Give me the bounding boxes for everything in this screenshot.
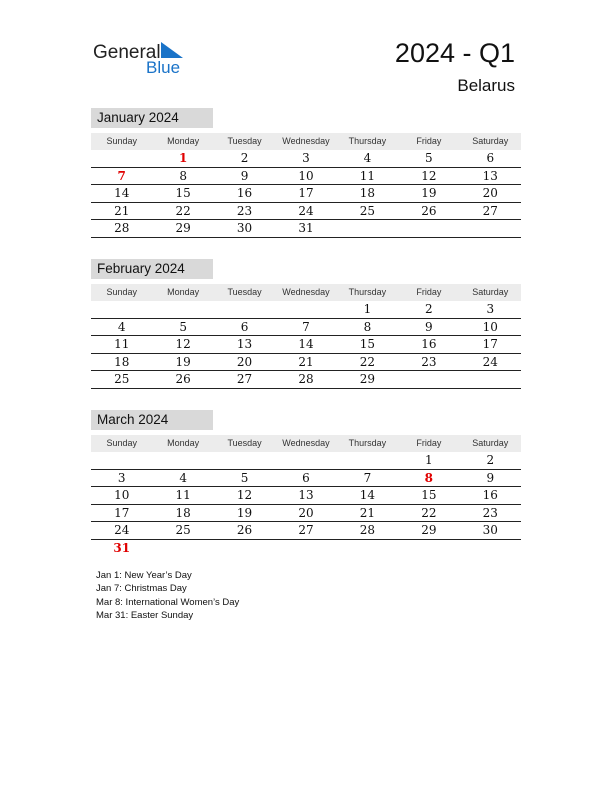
empty-day-cell	[275, 301, 336, 318]
weekday-label: Sunday	[106, 438, 137, 448]
month-grid	[91, 452, 521, 556]
holiday-note: Jan 7: Christmas Day	[96, 583, 187, 595]
day-cell: 11	[359, 168, 376, 183]
day-cell: 10	[114, 488, 130, 502]
day-cell: 14	[359, 488, 376, 502]
weekday-label: Thursday	[348, 136, 387, 146]
brand-name-primary: General	[93, 42, 161, 63]
day-cell: 19	[175, 354, 191, 369]
week-row	[91, 522, 521, 540]
weekday-label: Saturday	[472, 438, 509, 448]
week-row	[91, 470, 521, 488]
day-cell: 1	[363, 302, 372, 316]
day-cell: 4	[179, 470, 187, 485]
day-cell: 5	[240, 470, 249, 485]
day-cell: 7	[363, 470, 372, 485]
day-cell: 23	[236, 203, 253, 218]
weekday-label: Tuesday	[227, 287, 262, 297]
day-cell: 2	[486, 453, 495, 467]
day-cell: 2	[240, 151, 249, 165]
empty-day-cell	[275, 452, 336, 469]
empty-day-cell	[91, 301, 152, 318]
empty-day-cell	[337, 540, 398, 557]
empty-day-cell	[398, 371, 459, 388]
month-label: February 2024	[91, 259, 213, 279]
holiday-note: Mar 31: Easter Sunday	[96, 609, 194, 621]
page-title: 2024 - Q1	[394, 38, 515, 68]
day-cell: 18	[114, 354, 130, 369]
day-cell: 23	[482, 505, 498, 520]
week-row	[91, 371, 521, 389]
day-cell: 13	[236, 337, 253, 351]
weekday-header	[91, 284, 521, 301]
week-row	[91, 336, 521, 354]
weekday-label: Thursday	[348, 438, 387, 448]
day-cell: 24	[298, 203, 314, 218]
day-cell: 30	[236, 221, 253, 235]
empty-day-cell	[460, 220, 521, 237]
weekday-label: Tuesday	[227, 438, 262, 448]
empty-day-cell	[214, 540, 275, 557]
day-cell: 27	[482, 203, 498, 218]
weekday-label: Thursday	[348, 287, 387, 297]
week-row	[91, 452, 521, 470]
day-cell: 10	[482, 319, 498, 334]
day-cell: 8	[363, 319, 372, 334]
day-cell: 20	[482, 186, 498, 200]
empty-day-cell	[337, 452, 398, 469]
week-row	[91, 487, 521, 505]
day-cell: 15	[359, 337, 376, 351]
month-grid	[91, 150, 521, 238]
day-cell: 11	[175, 488, 191, 502]
weekday-label: Monday	[167, 287, 200, 297]
empty-day-cell	[214, 301, 275, 318]
day-cell: 9	[486, 470, 495, 485]
day-cell: 28	[359, 523, 376, 537]
day-cell: 12	[236, 488, 253, 502]
day-cell: 9	[425, 319, 433, 334]
empty-day-cell	[91, 452, 152, 469]
day-cell: 4	[363, 151, 372, 165]
month-calendar-march	[91, 410, 521, 556]
day-cell: 24	[482, 354, 498, 369]
week-row	[91, 301, 521, 319]
day-cell: 4	[117, 319, 126, 334]
day-cell: 12	[175, 337, 191, 351]
day-cell: 7	[302, 319, 310, 334]
day-cell: 20	[298, 505, 314, 520]
weekday-label: Wednesday	[282, 136, 330, 146]
day-cell: 15	[175, 186, 191, 200]
weekday-label: Sunday	[106, 287, 137, 297]
day-cell: 27	[298, 523, 314, 537]
day-cell: 8	[179, 168, 187, 183]
day-cell: 27	[236, 372, 253, 386]
day-cell: 26	[175, 372, 191, 386]
day-cell: 25	[175, 523, 191, 537]
weekday-label: Monday	[167, 136, 200, 146]
week-row	[91, 220, 521, 238]
day-cell: 11	[114, 337, 130, 351]
day-cell: 2	[425, 302, 433, 316]
day-cell: 16	[421, 337, 437, 351]
day-cell: 18	[359, 186, 376, 200]
weekday-label: Saturday	[472, 136, 509, 146]
week-row	[91, 185, 521, 203]
day-cell: 20	[236, 354, 253, 369]
day-cell: 13	[482, 168, 498, 183]
day-cell: 5	[179, 319, 187, 334]
weekday-label: Saturday	[472, 287, 509, 297]
day-cell: 19	[421, 186, 437, 200]
day-cell: 29	[175, 221, 191, 235]
day-cell: 24	[114, 523, 130, 537]
month-calendar-february	[91, 259, 521, 389]
day-cell: 21	[298, 354, 314, 369]
weekday-label: Wednesday	[282, 287, 330, 297]
holiday-note: Jan 1: New Year’s Day	[96, 570, 192, 581]
empty-day-cell	[152, 301, 213, 318]
day-cell: 13	[298, 488, 314, 502]
day-cell: 1	[178, 151, 188, 165]
day-cell: 14	[114, 186, 130, 200]
logo-triangle-icon	[161, 42, 183, 58]
day-cell: 31	[298, 221, 314, 235]
week-row	[91, 150, 521, 168]
day-cell: 30	[482, 523, 498, 537]
day-cell: 28	[298, 372, 314, 386]
day-cell: 1	[425, 453, 433, 467]
day-cell: 29	[421, 523, 437, 537]
empty-day-cell	[398, 220, 459, 237]
empty-day-cell	[152, 540, 213, 557]
day-cell: 25	[114, 372, 130, 386]
week-row	[91, 354, 521, 372]
weekday-label: Monday	[167, 438, 200, 448]
empty-day-cell	[91, 150, 152, 167]
day-cell: 18	[175, 505, 191, 520]
day-cell: 3	[302, 151, 310, 165]
day-cell: 22	[421, 505, 437, 520]
day-cell: 12	[421, 168, 437, 183]
empty-day-cell	[460, 371, 521, 388]
day-cell: 29	[359, 372, 376, 386]
empty-day-cell	[214, 452, 275, 469]
brand-name-secondary: Blue	[146, 58, 181, 77]
week-row	[91, 203, 521, 221]
weekday-label: Friday	[416, 136, 442, 146]
month-grid	[91, 301, 521, 389]
day-cell: 26	[236, 523, 253, 537]
weekday-label: Tuesday	[227, 136, 262, 146]
day-cell: 26	[421, 203, 437, 218]
empty-day-cell	[275, 540, 336, 557]
empty-day-cell	[337, 220, 398, 237]
month-calendar-january	[91, 108, 521, 238]
day-cell: 3	[486, 302, 495, 316]
day-cell: 15	[421, 488, 437, 502]
week-row	[91, 168, 521, 186]
day-cell: 10	[298, 168, 314, 183]
day-cell: 28	[114, 221, 130, 235]
day-cell: 25	[359, 203, 376, 218]
day-cell: 7	[117, 168, 126, 183]
day-cell: 6	[486, 151, 495, 165]
day-cell: 17	[298, 186, 314, 200]
day-cell: 5	[425, 151, 433, 165]
day-cell: 9	[240, 168, 249, 183]
day-cell: 16	[236, 186, 253, 200]
weekday-label: Friday	[416, 287, 442, 297]
day-cell: 8	[424, 470, 434, 485]
day-cell: 22	[175, 203, 191, 218]
day-cell: 14	[298, 337, 314, 351]
day-cell: 21	[114, 203, 130, 218]
day-cell: 21	[359, 505, 376, 520]
holiday-notes	[96, 569, 239, 622]
brand-logo	[93, 40, 193, 80]
week-row	[91, 540, 521, 557]
weekday-label: Sunday	[106, 136, 137, 146]
day-cell: 19	[236, 505, 253, 520]
day-cell: 3	[117, 470, 126, 485]
day-cell: 6	[302, 470, 310, 485]
day-cell: 17	[482, 337, 498, 351]
month-label: January 2024	[91, 108, 213, 128]
week-row	[91, 319, 521, 337]
day-cell: 23	[421, 354, 437, 369]
empty-day-cell	[152, 452, 213, 469]
day-cell: 6	[240, 319, 249, 334]
weekday-header	[91, 133, 521, 150]
weekday-header	[91, 435, 521, 452]
empty-day-cell	[460, 540, 521, 557]
day-cell: 17	[114, 505, 130, 520]
empty-day-cell	[398, 540, 459, 557]
weekday-label: Wednesday	[282, 438, 330, 448]
week-row	[91, 505, 521, 523]
holiday-note: Mar 8: International Women’s Day	[96, 596, 240, 608]
day-cell: 22	[359, 354, 376, 369]
country-name: Belarus	[457, 76, 515, 95]
day-cell: 16	[482, 488, 498, 502]
day-cell: 31	[113, 540, 131, 555]
month-label: March 2024	[91, 410, 213, 430]
weekday-label: Friday	[416, 438, 442, 448]
